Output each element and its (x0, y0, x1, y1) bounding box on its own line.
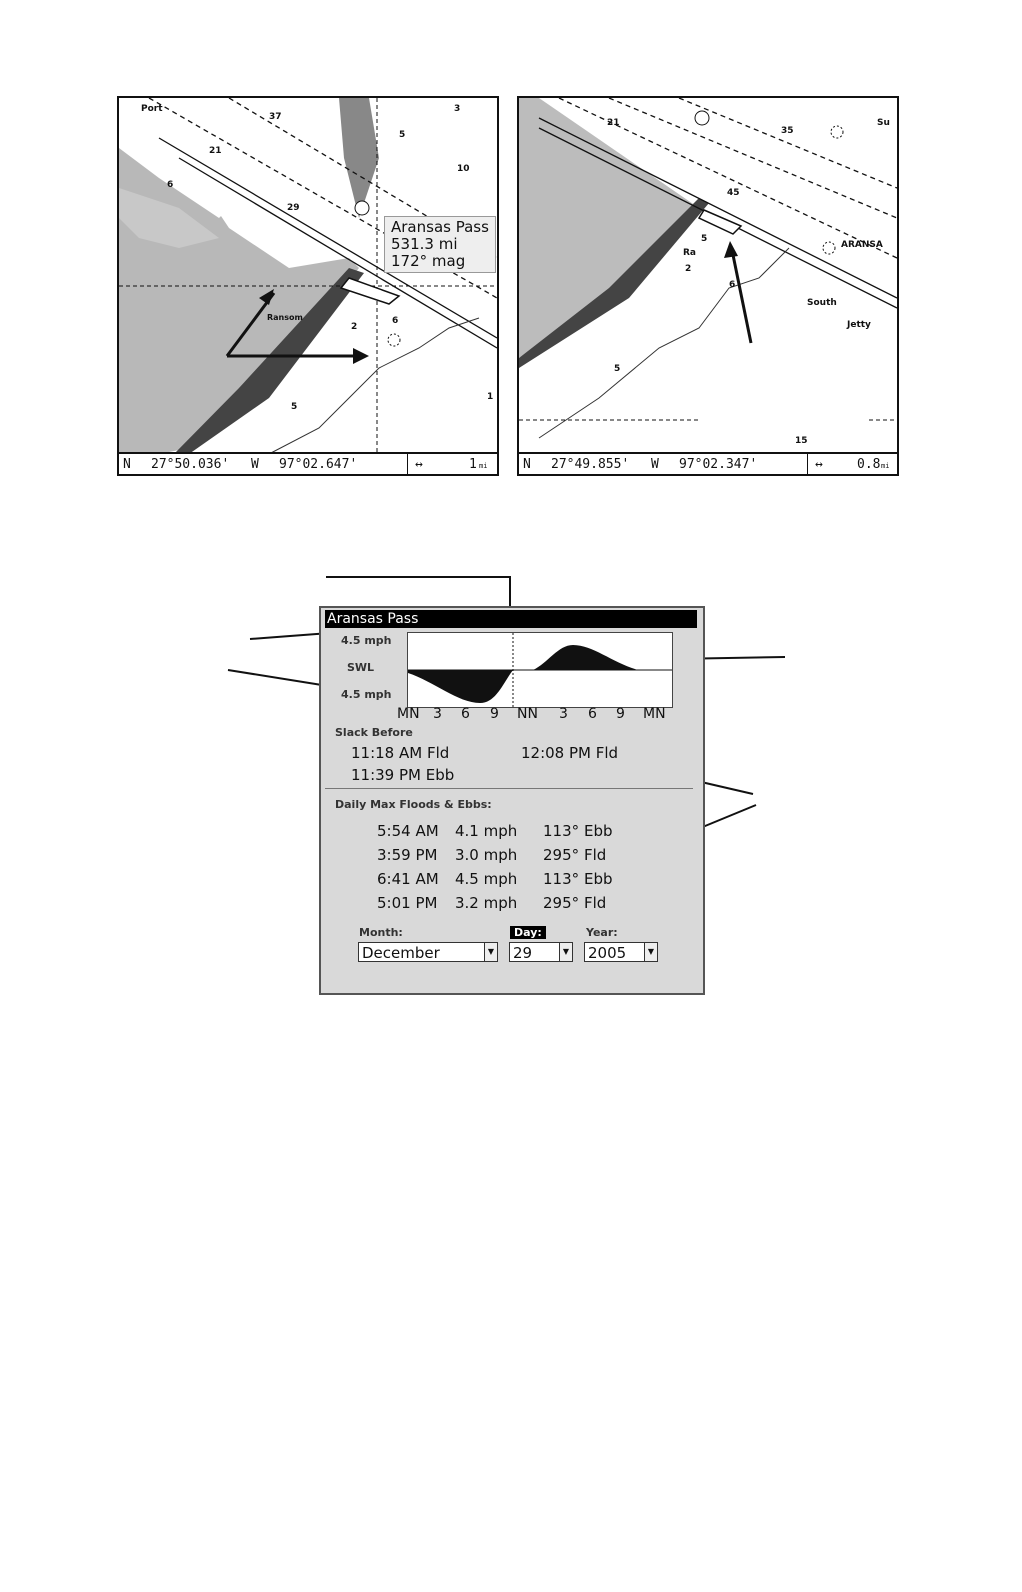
time-tick: 3 (433, 706, 442, 722)
flood-type: Fld (584, 894, 607, 912)
swl-label: SWL (347, 661, 375, 674)
flood-type: Fld (584, 846, 607, 864)
map-label: Jetty (847, 320, 871, 330)
flood-speed: 4.5 mph (455, 870, 518, 888)
station-title: Aransas Pass (325, 610, 697, 628)
flood-type: Ebb (584, 822, 613, 840)
time-tick: 6 (461, 706, 470, 722)
map-label: 45 (727, 188, 740, 198)
map-label: Ra (683, 248, 697, 258)
zoom-unit: mi (881, 462, 890, 470)
longitude-readout: 97°02.347' (679, 456, 758, 472)
map-label: 5 (614, 364, 621, 374)
right-chart-map[interactable] (517, 96, 899, 476)
year-label: Year: (586, 926, 618, 939)
map-status-bar (519, 452, 897, 474)
time-tick: 6 (588, 706, 597, 722)
map-label: 5 (399, 130, 406, 140)
right-map-graphics (519, 98, 897, 474)
flood-ebb-row (321, 846, 701, 868)
flood-type: Ebb (584, 870, 613, 888)
map-label: 5 (701, 234, 708, 244)
popup-distance: 531.3 mi (391, 235, 458, 253)
zoom-readout: 0.8 (857, 456, 881, 472)
flood-ebb-row (321, 822, 701, 844)
tidal-current-window (319, 606, 705, 995)
slack-time: 12:08 PM Fld (521, 744, 619, 762)
year-value: 2005 (588, 944, 627, 962)
zoom-unit: mi (479, 462, 488, 470)
slack-time: 11:39 PM Ebb (351, 766, 455, 784)
month-label: Month: (359, 926, 403, 939)
map-label: 21 (209, 146, 222, 156)
chevron-down-icon[interactable]: ▼ (484, 943, 497, 961)
map-label: Port (141, 104, 163, 114)
floods-header: Daily Max Floods & Ebbs: (335, 798, 492, 811)
time-tick: MN (643, 706, 666, 722)
map-label: 5 (291, 402, 298, 412)
flood-time: 3:59 PM (377, 846, 438, 864)
map-label: 2 (351, 322, 358, 332)
year-select[interactable] (584, 942, 658, 962)
map-label: South (807, 298, 837, 308)
map-label: 35 (781, 126, 794, 136)
map-label: 21 (607, 118, 620, 128)
waypoint-popup (384, 216, 496, 273)
flood-ebb-row (321, 894, 701, 916)
popup-bearing: 172° mag (391, 252, 466, 270)
time-tick: 3 (559, 706, 568, 722)
map-label: 6 (729, 280, 736, 290)
flood-time: 5:54 AM (377, 822, 439, 840)
time-tick: NN (517, 706, 538, 722)
min-speed-label: 4.5 mph (341, 688, 392, 701)
time-tick: MN (397, 706, 420, 722)
latitude-readout: 27°49.855' (551, 456, 630, 472)
left-map-graphics (119, 98, 497, 474)
lat-prefix: N (123, 456, 131, 472)
map-status-bar (119, 452, 497, 474)
flood-ebb-row (321, 870, 701, 892)
lon-prefix: W (651, 456, 659, 472)
left-chart-map[interactable] (117, 96, 499, 476)
flood-time: 6:41 AM (377, 870, 439, 888)
map-label: ARANSA (841, 240, 883, 250)
map-label: 2 (685, 264, 692, 274)
day-label: Day: (510, 926, 546, 939)
flood-speed: 3.0 mph (455, 846, 518, 864)
longitude-readout: 97°02.647' (279, 456, 358, 472)
day-value: 29 (513, 944, 533, 962)
map-label: 10 (457, 164, 470, 174)
lon-prefix: W (251, 456, 259, 472)
flood-direction: 113° (543, 822, 580, 840)
map-label: 37 (269, 112, 282, 122)
zoom-readout: 1 (469, 456, 477, 472)
flood-direction: 295° (543, 846, 580, 864)
time-tick: 9 (616, 706, 625, 722)
chevron-down-icon[interactable]: ▼ (644, 943, 657, 961)
latitude-readout: 27°50.036' (151, 456, 230, 472)
max-speed-label: 4.5 mph (341, 634, 392, 647)
slack-time: 11:18 AM Fld (351, 744, 450, 762)
flood-speed: 3.2 mph (455, 894, 518, 912)
flood-direction: 113° (543, 870, 580, 888)
month-select[interactable] (358, 942, 498, 962)
day-select[interactable] (509, 942, 573, 962)
map-label: 29 (287, 203, 300, 213)
zoom-range-icon: ↔ (415, 456, 423, 472)
time-tick: 9 (490, 706, 499, 722)
time-axis (397, 706, 687, 724)
chevron-down-icon[interactable]: ▼ (559, 943, 572, 961)
popup-name: Aransas Pass (391, 218, 489, 236)
slack-header: Slack Before (335, 726, 413, 739)
map-label: 6 (392, 316, 399, 326)
map-label: Su (877, 118, 890, 128)
map-label: 1 (487, 392, 494, 402)
flood-time: 5:01 PM (377, 894, 438, 912)
map-label: 6 (167, 180, 174, 190)
current-graph (407, 632, 673, 708)
flood-speed: 4.1 mph (455, 822, 518, 840)
map-label: 3 (454, 104, 461, 114)
zoom-range-icon: ↔ (815, 456, 823, 472)
map-label: Ransom (267, 313, 303, 322)
flood-direction: 295° (543, 894, 580, 912)
month-value: December (362, 944, 440, 962)
current-curve (408, 633, 672, 707)
map-label: 15 (795, 436, 808, 446)
lat-prefix: N (523, 456, 531, 472)
